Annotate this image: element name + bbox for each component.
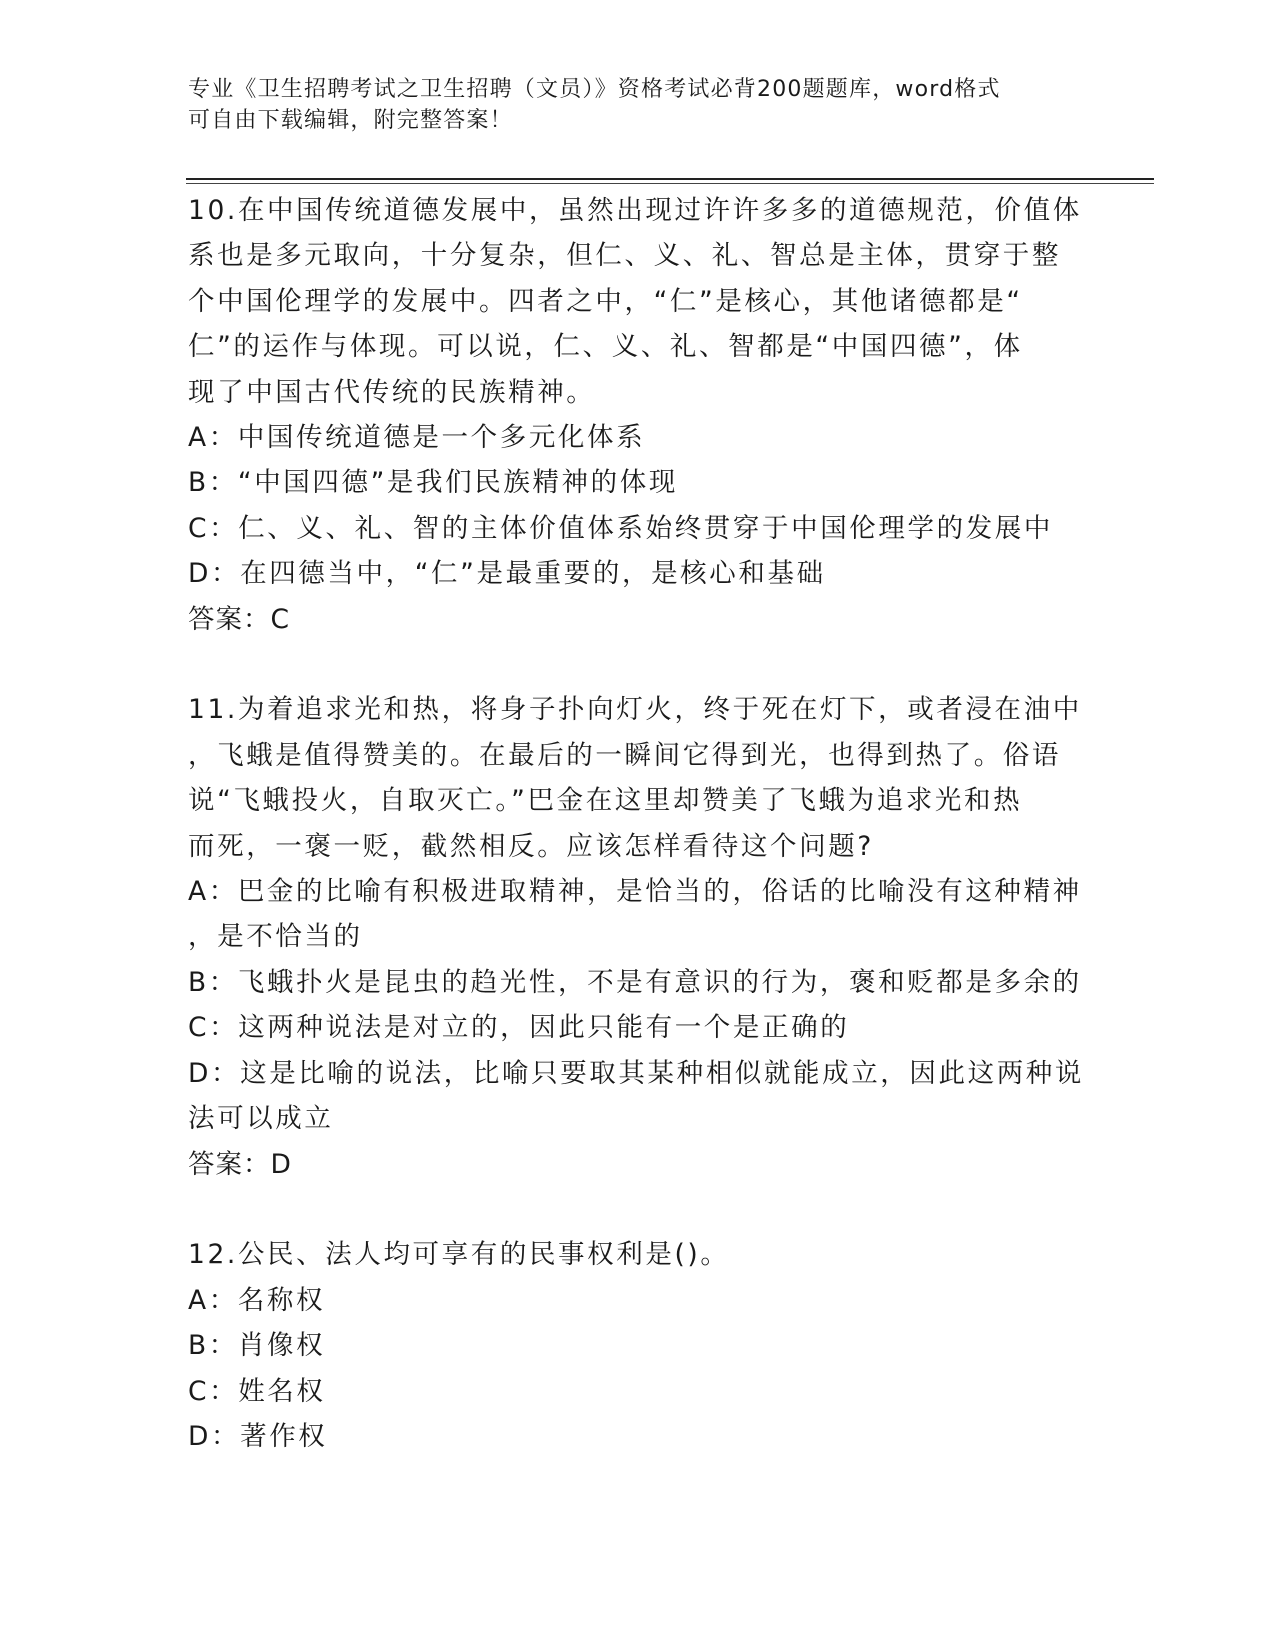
question-stem-line: 而死，一褒一贬，截然相反。应该怎样看待这个问题? — [188, 830, 874, 862]
spacer — [188, 1187, 1088, 1232]
question-11 — [188, 687, 1088, 1186]
option-b: B：“中国四德”是我们民族精神的体现 — [188, 467, 678, 499]
page-header — [188, 74, 1068, 136]
option-c: C：这两种说法是对立的，因此只能有一个是正确的 — [188, 1012, 850, 1044]
option-d-continued: 法可以成立 — [188, 1103, 334, 1135]
option-a-continued: ，是不恰当的 — [188, 921, 363, 953]
question-stem-line: 10.在中国传统道德发展中，虽然出现过许许多多的道德规范，价值体 — [188, 195, 1082, 226]
question-stem-line: ，飞蛾是值得赞美的。在最后的一瞬间它得到光，也得到热了。俗语 — [188, 739, 1061, 771]
question-stem-line: 个中国伦理学的发展中。四者之中，“仁”是核心，其他诸德都是“ — [188, 285, 1023, 317]
option-d: D：在四德当中，“仁”是最重要的，是核心和基础 — [188, 558, 826, 590]
header-rule-thick — [186, 178, 1154, 180]
question-12 — [188, 1232, 1088, 1459]
option-a: A：巴金的比喻有积极进取精神，是恰当的，俗话的比喻没有这种精神 — [188, 876, 1082, 908]
option-d: D：这是比喻的说法，比喻只要取其某种相似就能成立，因此这两种说 — [188, 1057, 1085, 1089]
answer-line: 答案：D — [188, 1148, 292, 1180]
option-c: C：仁、义、礼、智的主体价值体系始终贯穿于中国伦理学的发展中 — [188, 512, 1054, 544]
option-a: A：名称权 — [188, 1284, 326, 1316]
question-list — [188, 188, 1088, 1459]
question-stem-line: 仁”的运作与体现。可以说，仁、义、礼、智都是“中国四德”，体 — [188, 331, 1023, 363]
header-line: 可自由下载编辑，附完整答案！ — [188, 108, 513, 133]
option-d: D：著作权 — [188, 1420, 328, 1452]
option-a: A：中国传统道德是一个多元化体系 — [188, 422, 646, 454]
question-stem-line: 系也是多元取向，十分复杂，但仁、义、礼、智总是主体，贯穿于整 — [188, 240, 1061, 272]
question-stem-line: 现了中国古代传统的民族精神。 — [188, 376, 596, 408]
question-10 — [188, 188, 1088, 642]
option-c: C：姓名权 — [188, 1375, 326, 1407]
option-b: B：肖像权 — [188, 1330, 326, 1362]
option-b: B：飞蛾扑火是昆虫的趋光性，不是有意识的行为，褒和贬都是多余的 — [188, 966, 1082, 998]
question-stem-line: 12.公民、法人均可享有的民事权利是()。 — [188, 1239, 730, 1271]
answer-line: 答案：C — [188, 603, 291, 635]
header-rule-thin — [186, 183, 1154, 184]
question-stem-line: 11.为着追求光和热，将身子扑向灯火，终于死在灯下，或者浸在油中 — [188, 694, 1082, 726]
question-stem-line: 说“飞蛾投火，自取灭亡。”巴金在这里却赞美了飞蛾为追求光和热 — [188, 785, 1023, 817]
spacer — [188, 642, 1088, 687]
header-line: 专业《卫生招聘考试之卫生招聘（文员）》资格考试必背200题题库，word格式 — [188, 77, 1001, 102]
